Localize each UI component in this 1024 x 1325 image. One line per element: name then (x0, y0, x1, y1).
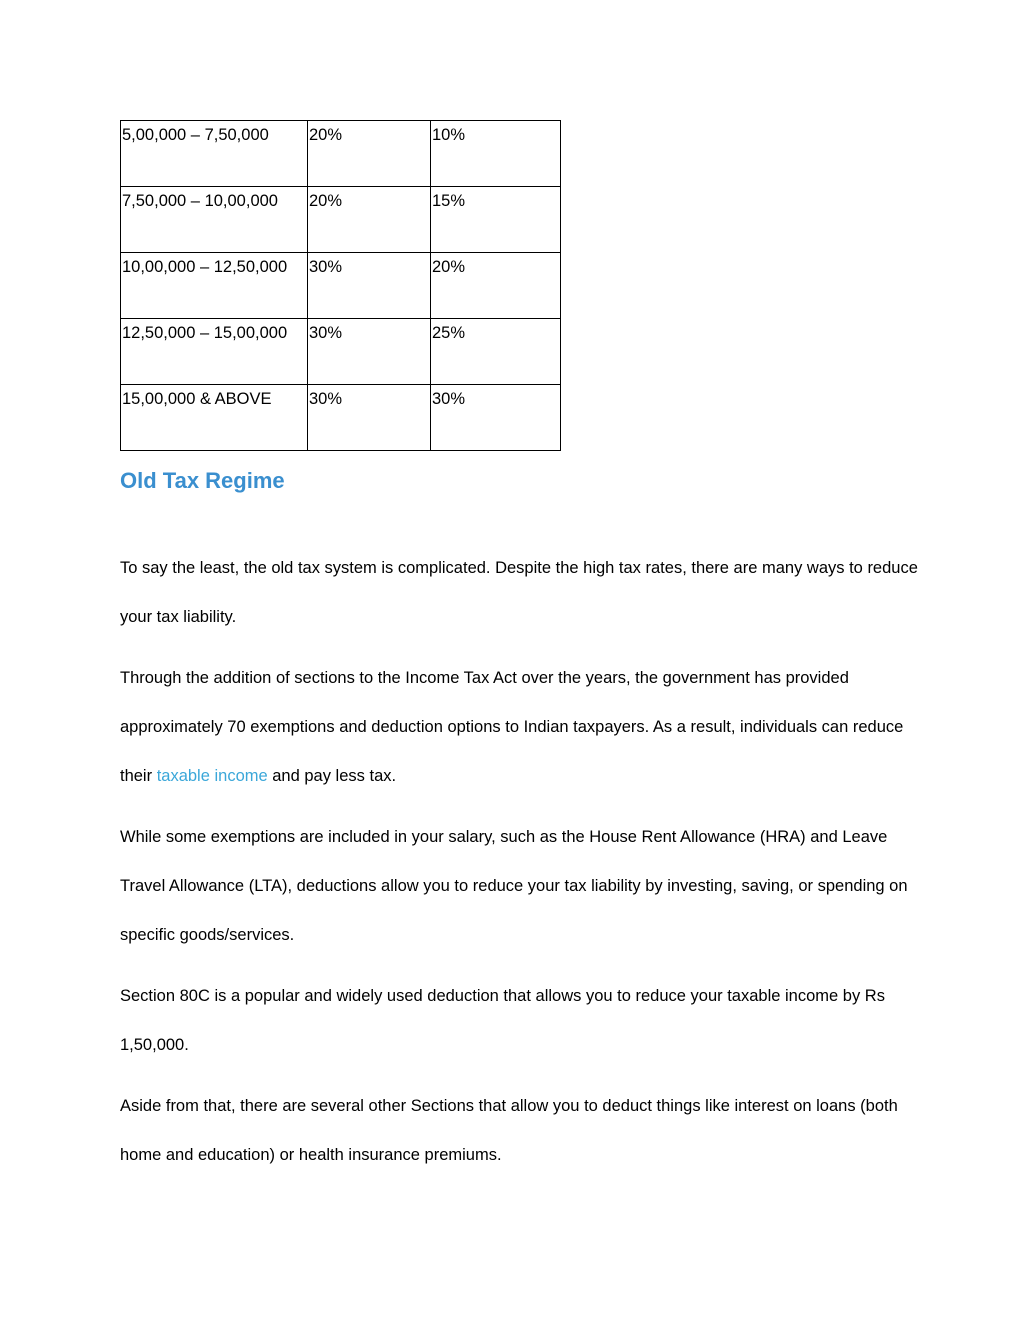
old-rate-cell: 20% (308, 187, 431, 253)
income-range-cell: 15,00,000 & ABOVE (121, 385, 308, 451)
income-range-cell: 12,50,000 – 15,00,000 (121, 319, 308, 385)
table-row (121, 385, 561, 451)
old-rate-cell: 30% (308, 385, 431, 451)
table-row (121, 121, 561, 187)
paragraph-other-sections: Aside from that, there are several other Sections that allow you to deduct things like interest on loans (both home and education) or health insurance premiums. (120, 1097, 898, 1164)
paragraph-salary-exemptions: While some exemptions are included in your salary, such as the House Rent Allowance (HRA) and Leave Travel Allowance (LTA), deductions allow you to reduce your tax liability by investing, saving, or spending on specific goods/services. (120, 828, 908, 944)
table-row (121, 253, 561, 319)
old-rate-cell: 30% (308, 253, 431, 319)
old-rate-cell: 30% (308, 319, 431, 385)
paragraph-text: and pay less tax. (267, 767, 397, 785)
income-range-cell: 10,00,000 – 12,50,000 (121, 253, 308, 319)
table-row (121, 187, 561, 253)
paragraph-intro: To say the least, the old tax system is complicated. Despite the high tax rates, there are many ways to reduce your tax liability. (120, 559, 918, 626)
paragraph-section-80c: Section 80C is a popular and widely used deduction that allows you to reduce your taxable income by Rs 1,50,000. (120, 987, 885, 1054)
section-heading: Old Tax Regime (120, 468, 285, 493)
taxable-income-link[interactable]: taxable income (156, 767, 268, 785)
new-rate-cell: 20% (431, 253, 561, 319)
income-range-cell: 7,50,000 – 10,00,000 (121, 187, 308, 253)
tax-slab-table (120, 120, 561, 451)
paragraph-exemptions (120, 654, 920, 801)
old-rate-cell: 20% (308, 121, 431, 187)
body-text (120, 544, 920, 1192)
new-rate-cell: 25% (431, 319, 561, 385)
income-range-cell: 5,00,000 – 7,50,000 (121, 121, 308, 187)
new-rate-cell: 10% (431, 121, 561, 187)
new-rate-cell: 15% (431, 187, 561, 253)
table-row (121, 319, 561, 385)
new-rate-cell: 30% (431, 385, 561, 451)
paragraph-text: Through the addition of sections to the Income Tax Act over the years, the government has provided approximately 70 exemptions and deduction options to Indian taxpayers. As a result, individuals can reduce their (120, 669, 904, 785)
